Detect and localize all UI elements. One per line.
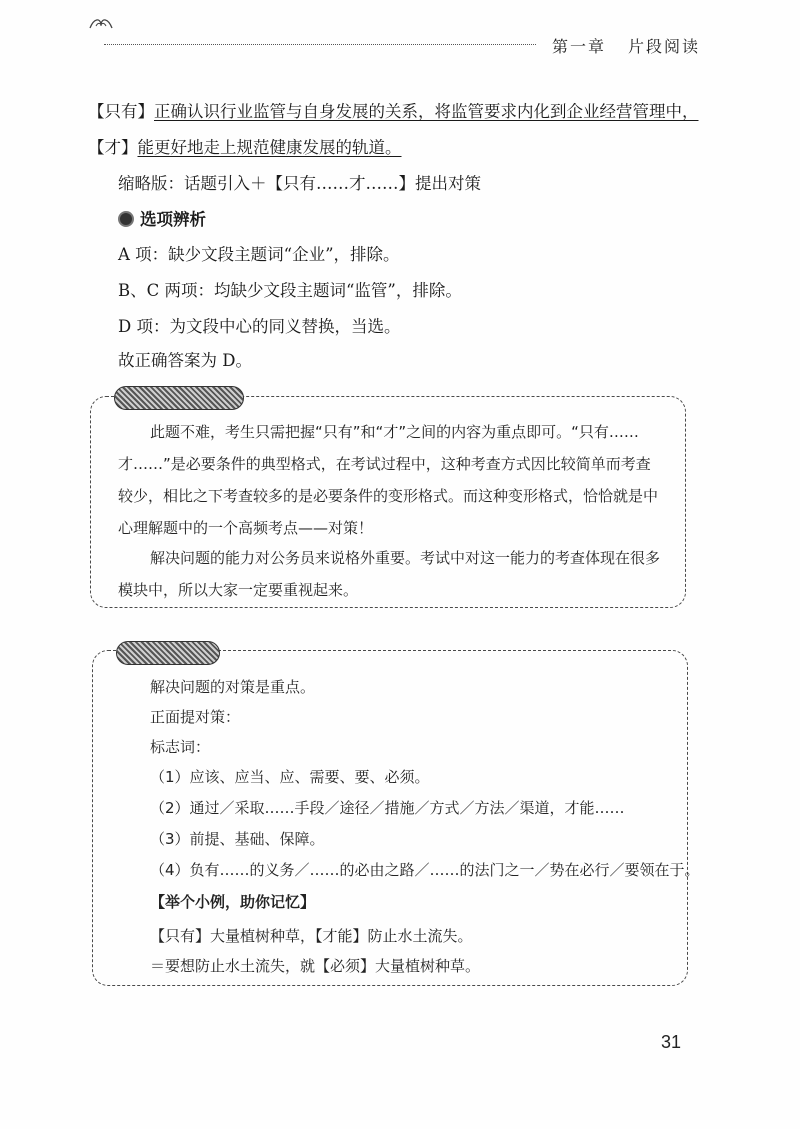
memory-box-label-badge [116, 641, 220, 665]
answer-line: 故正确答案为 D。 [118, 351, 252, 370]
memory-example-heading: 【举个小例，助你记忆】 [150, 893, 316, 911]
keyword-bracket-zhiyou: 【只有】 [88, 102, 154, 121]
tip-line-3: 较少，相比之下考查较多的是必要条件的变形格式。而这种变形格式，恰恰就是中 [118, 487, 659, 505]
memory-line-6: （3）前提、基础、保障。 [150, 830, 325, 848]
body-line-2 [88, 136, 402, 160]
tip-box-label-badge [114, 386, 244, 410]
option-a: A 项：缺少文段主题词“企业”，排除。 [118, 245, 400, 264]
analysis-title: 选项辨析 [140, 210, 206, 229]
memory-line-9: 【只有】大量植树种草，【才能】防止水土流失。 [150, 927, 473, 945]
memory-line-5: （2）通过／采取……手段／途径／措施／方式／方法／渠道，才能…… [150, 799, 625, 817]
body-line-1 [88, 100, 699, 124]
memory-line-4: （1）应该、应当、应、需要、要、必须。 [150, 768, 430, 786]
section-bullet-icon [118, 211, 134, 227]
tip-line-4: 心理解题中的一个高频考点——对策！ [118, 519, 374, 537]
tip-line-2: 才……”是必要条件的典型格式，在考试过程中，这种考查方式因比较简单而考查 [118, 455, 651, 473]
memory-line-7: （4）负有……的义务／……的必由之路／……的法门之一／势在必行／要领在于。 [150, 861, 700, 879]
header-rule [104, 44, 536, 45]
tip-line-5: 解决问题的能力对公务员来说格外重要。考试中对这一能力的考查体现在很多 [150, 549, 661, 567]
analysis-heading [118, 208, 206, 232]
memory-line-1: 解决问题的对策是重点。 [150, 678, 316, 696]
keyword-bracket-cai: 【才】 [88, 138, 138, 157]
memory-line-2: 正面提对策： [150, 708, 241, 726]
chapter-label: 第一章 [552, 37, 607, 56]
option-d: D 项：为文段中心的同义替换，当选。 [118, 317, 401, 336]
underlined-sentence-1: 正确认识行业监管与自身发展的关系，将监管要求内化到企业经营管理中， [154, 102, 699, 121]
running-header [552, 34, 700, 57]
abbreviated-version: 缩略版：话题引入＋【只有……才……】提出对策 [118, 174, 481, 193]
memory-line-3: 标志词： [150, 738, 211, 756]
memory-line-10: ＝要想防止水土流失，就【必须】大量植树种草。 [150, 957, 481, 975]
tip-line-6: 模块中，所以大家一定要重视起来。 [118, 581, 359, 599]
leaf-ornament-icon [86, 14, 116, 34]
option-bc: B、C 两项：均缺少文段主题词“监管”，排除。 [118, 281, 462, 300]
page-number: 31 [661, 1032, 682, 1052]
underlined-sentence-2: 能更好地走上规范健康发展的轨道。 [137, 138, 402, 157]
tip-line-1: 此题不难，考生只需把握“只有”和“才”之间的内容为重点即可。“只有…… [150, 423, 639, 441]
section-label: 片段阅读 [628, 37, 701, 56]
